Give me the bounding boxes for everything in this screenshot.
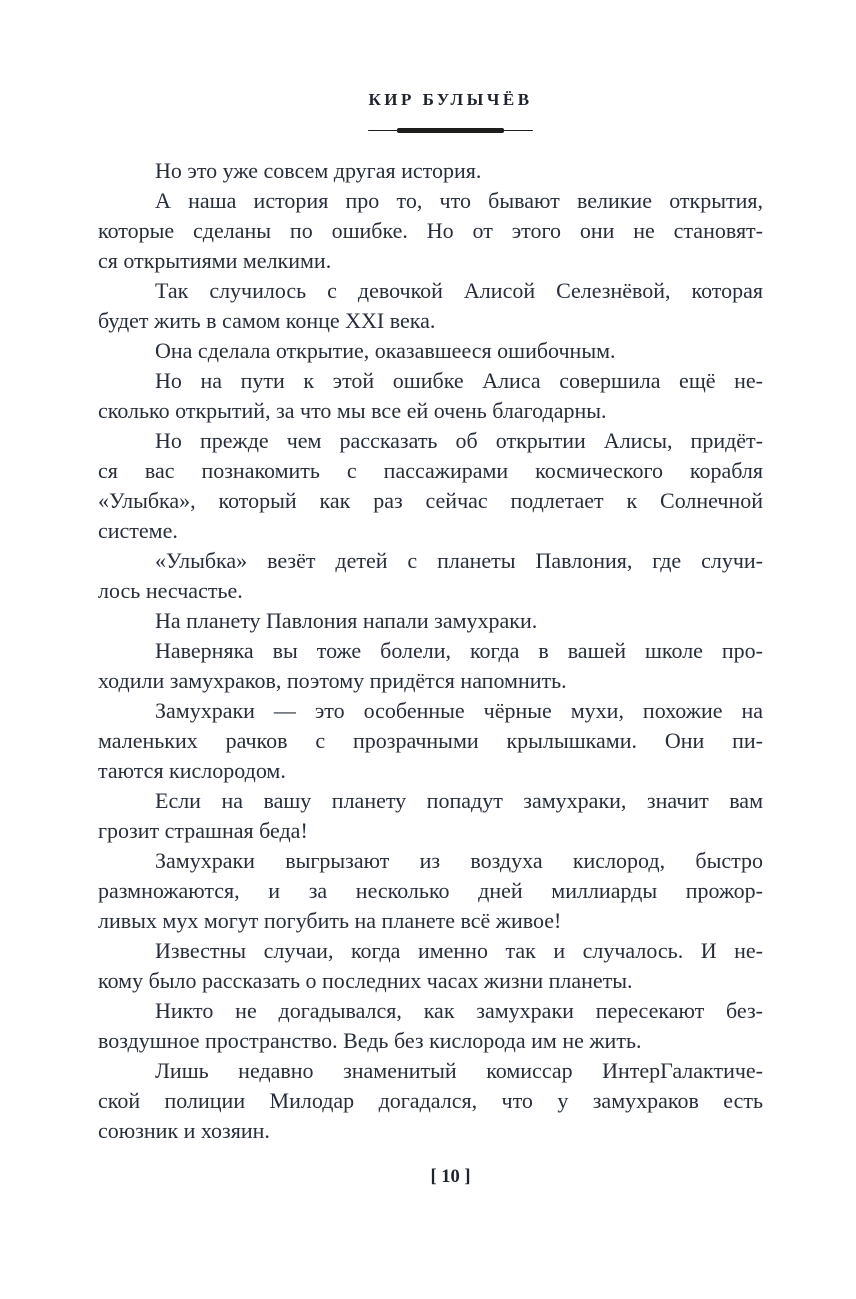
paragraph [98,336,763,366]
text-line: грозит страшная беда! [98,818,308,843]
text-line: «Улыбка» везёт детей с планеты Павлония, где случи- [155,548,763,573]
page-text [98,156,763,1146]
text-line: Но прежде чем рассказать об открытии Алисы, придёт- [155,428,763,453]
text-line: Но на пути к этой ошибке Алиса совершила ещё не- [155,368,763,393]
text-line: Она сделала открытие, оказавшееся ошибочным. [155,338,616,363]
text-line: ся открытиями мелкими. [98,248,332,273]
text-line: Замухраки — это особенные чёрные мухи, похожие на [155,698,763,723]
paragraph [98,366,763,426]
paragraph [98,996,763,1056]
text-line: Если на вашу планету попадут замухраки, значит вам [155,788,763,813]
header-divider [368,128,533,133]
header-divider-bar [397,128,504,133]
paragraph [98,546,763,606]
page-number: [ 10 ] [430,1167,471,1187]
text-line: таются кислородом. [98,758,286,783]
text-line: Известны случаи, когда именно так и случалось. И не- [155,938,763,963]
text-line: размножаются, и за несколько дней миллиарды прожор- [98,878,763,903]
paragraph [98,786,763,846]
text-line: ливых мух могут погубить на планете всё живое! [98,908,562,933]
text-line: маленьких рачков с прозрачными крылышками. Они пи- [98,728,763,753]
text-line: ской полиции Милодар догадался, что у замухраков есть [98,1088,763,1113]
text-line: «Улыбка», который как раз сейчас подлетает к Солнечной [98,488,763,513]
text-line: Но это уже совсем другая история. [155,158,482,183]
text-line: кому было рассказать о последних часах жизни планеты. [98,968,633,993]
paragraph [98,936,763,996]
text-line: сколько открытий, за что мы все ей очень благодарны. [98,398,607,423]
text-line: Так случилось с девочкой Алисой Селезнёвой, которая [155,278,763,303]
paragraph [98,426,763,546]
running-header-author: КИР БУЛЫЧЁВ [368,90,533,109]
paragraph [98,696,763,786]
paragraph [98,606,763,636]
paragraph [98,1056,763,1146]
text-line: ся вас познакомить с пассажирами космического корабля [98,458,763,483]
text-line: которые сделаны по ошибке. Но от этого они не становят- [98,218,763,243]
text-line: союзник и хозяин. [98,1118,270,1143]
text-line: будет жить в самом конце XXI века. [98,308,436,333]
paragraph [98,276,763,336]
text-line: Лишь недавно знаменитый комиссар ИнтерГалактиче- [155,1058,763,1083]
paragraph [98,186,763,276]
text-line: ходили замухраков, поэтому придётся напомнить. [98,668,567,693]
text-line: лось несчастье. [98,578,243,603]
text-line: А наша история про то, что бывают великие открытия, [155,188,763,213]
text-line: системе. [98,518,178,543]
paragraph [98,156,763,186]
text-line: Никто не догадывался, как замухраки пересекают без- [155,998,763,1023]
text-line: воздушное пространство. Ведь без кислорода им не жить. [98,1028,642,1053]
paragraph [98,636,763,696]
text-line: На планету Павлония напали замухраки. [155,608,538,633]
paragraph [98,846,763,936]
text-line: Наверняка вы тоже болели, когда в вашей школе про- [155,638,763,663]
text-line: Замухраки выгрызают из воздуха кислород, быстро [155,848,763,873]
